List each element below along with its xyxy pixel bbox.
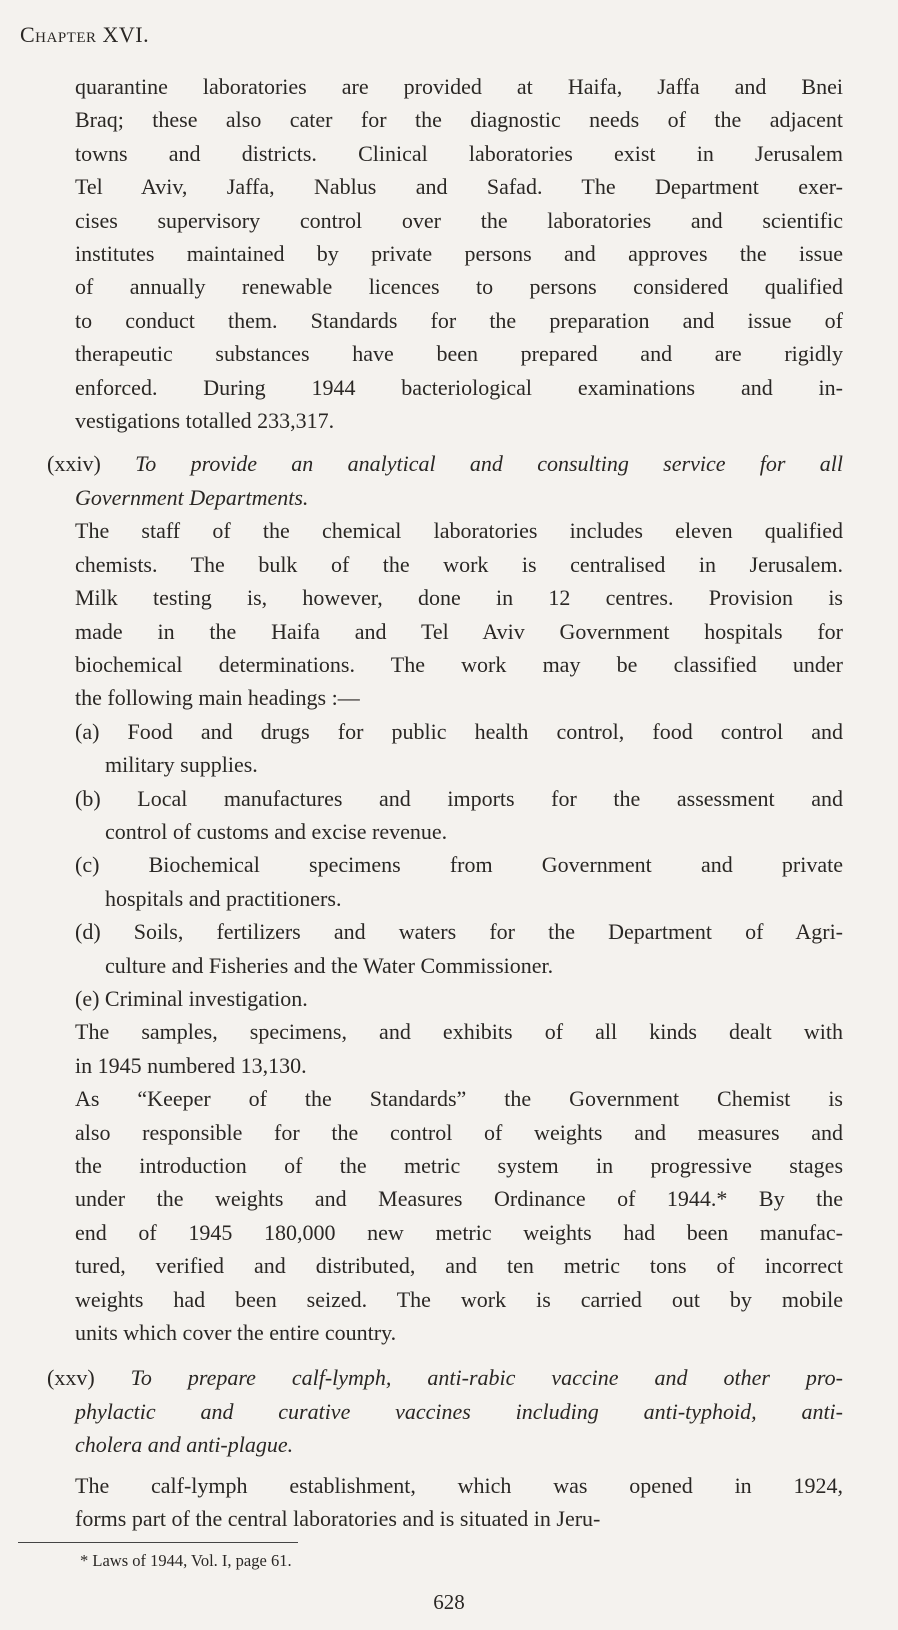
item-line [75,848,843,881]
item-line [105,815,843,848]
heading-line [75,1428,843,1461]
section-heading [0,447,898,514]
item-text: culture and Fisheries and the Water Commissioner. [105,952,554,978]
heading-text: cholera and anti-plague. [75,1432,294,1458]
text-line: therapeutic substances have been prepared and are rigidly [75,341,843,367]
page-number: 628 [433,1590,465,1614]
footnote: * Laws of 1944, Vol. I, page 61. [80,1551,292,1570]
text-line: As “Keeper of the Standards” the Government Chemist is [75,1086,843,1112]
heading-text: Government Departments. [75,484,309,510]
text-line: towns and districts. Clinical laboratories exist in Jerusalem [75,140,843,166]
paragraph [0,1015,898,1082]
text-line: Braq; these also cater for the diagnostic needs of the adjacent [75,107,843,133]
section-number: (xxv) [47,1365,95,1391]
item-text: Criminal investigation. [104,985,308,1011]
text-line: institutes maintained by private persons and approves the issue [75,241,843,267]
text-line: cises supervisory control over the laboratories and scientific [75,207,843,233]
heading-line [75,481,843,514]
heading-line [75,1395,843,1428]
text-line: tured, verified and distributed, and ten metric tons of incorrect [75,1253,843,1279]
item-label: (a) [75,718,100,744]
list-item [0,915,898,982]
text-line: the introduction of the metric system in progressive stages [75,1153,843,1178]
paragraph [0,70,898,437]
text-line: vestigations totalled 233,317. [75,408,335,434]
item-line [75,915,843,948]
text-line: Milk testing is, however, done in 12 centres. Provision is [75,585,843,611]
paragraph [0,514,898,714]
paragraph [0,1082,898,1349]
text-line: quarantine laboratories are provided at Haifa, Jaffa and Bnei [75,74,843,99]
chapter-heading: Chapter XVI. [20,22,150,47]
item-text: Food and drugs for public health control, food control and [127,718,843,744]
text-line: of annually renewable licences to persons considered qualified [75,274,843,300]
item-label: (c) [75,852,100,878]
item-line [105,949,843,982]
item-line [75,782,843,815]
text-line: end of 1945 180,000 new metric weights had been manufac- [75,1219,843,1245]
text-line: biochemical determinations. The work may be classified under [75,651,843,677]
text-line: The calf-lymph establishment, which was opened in 1924, [75,1472,843,1498]
heading-text: To prepare calf-lymph, anti-rabic vaccine and other pro- [130,1365,843,1391]
text-line: Tel Aviv, Jaffa, Nablus and Safad. The Department exer- [75,174,843,200]
item-label: (e) [75,985,100,1011]
item-text: Soils, fertilizers and waters for the Department of Agri- [133,919,844,945]
list-item [0,782,898,849]
item-label: (d) [75,919,101,945]
item-line [75,715,843,748]
text-line: The samples, specimens, and exhibits of all kinds dealt with [75,1019,843,1045]
text-line: also responsible for the control of weights and measures and [75,1119,843,1145]
item-line [75,982,843,1015]
text-line: under the weights and Measures Ordinance of 1944.* By the [75,1186,843,1212]
item-text: Biochemical specimens from Government and private [148,852,844,878]
list-item [0,848,898,915]
text-line: chemists. The bulk of the work is centralised in Jerusalem. [75,551,843,577]
spacer [0,1349,898,1361]
spacer [0,437,898,447]
heading-text: phylactic and curative vaccines including anti-typhoid, anti- [75,1398,843,1424]
item-text: Local manufactures and imports for the assessment and [137,785,844,811]
text-line: The staff of the chemical laboratories includes eleven qualified [75,518,843,544]
text-line: to conduct them. Standards for the preparation and issue of [75,307,843,333]
paragraph [0,1469,898,1536]
list-item [0,982,898,1015]
text-line: in 1945 numbered 13,130. [75,1052,307,1078]
text-line: weights had been seized. The work is carried out by mobile [75,1286,843,1312]
heading-line [47,447,843,480]
heading-text: To provide an analytical and consulting service for all [135,451,844,477]
heading-line [47,1361,843,1394]
item-label: (b) [75,785,101,811]
text-line: units which cover the entire country. [75,1320,397,1346]
item-text: control of customs and excise revenue. [105,818,448,844]
spacer [0,1462,898,1469]
text-line: the following main headings :— [75,685,360,711]
list-item [0,715,898,782]
text-line: enforced. During 1944 bacteriological examinations and in- [75,374,843,400]
footnote-rule [18,1542,298,1543]
section-heading [0,1361,898,1461]
item-line [105,882,843,915]
text-line: forms part of the central laboratories and is situated in Jeru- [75,1506,601,1532]
item-line [105,748,843,781]
item-text: hospitals and practitioners. [105,885,342,911]
section-number: (xxiv) [47,451,101,477]
page-body [0,70,898,1535]
item-text: military supplies. [105,752,258,778]
text-line: made in the Haifa and Tel Aviv Government hospitals for [75,618,843,644]
